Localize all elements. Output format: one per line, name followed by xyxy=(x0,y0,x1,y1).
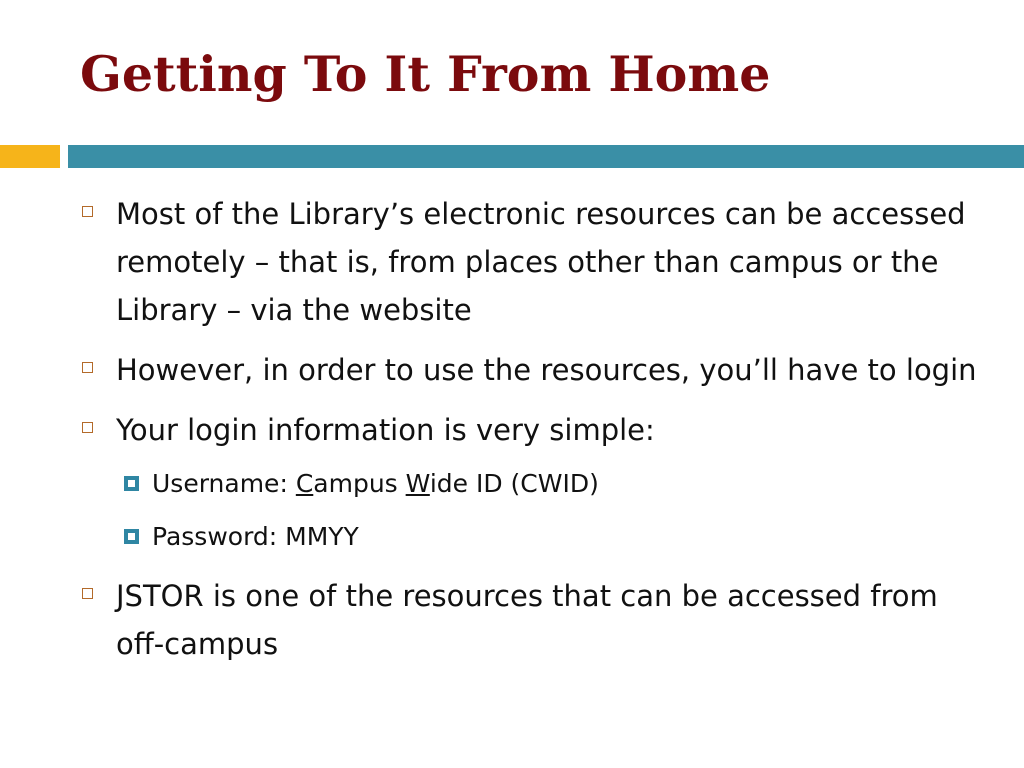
sub-bullet-username xyxy=(80,466,980,502)
accent-bar xyxy=(0,145,60,168)
bullet-text: However, in order to use the resources, you’ll have to login xyxy=(116,353,977,387)
bullet-text: Your login information is very simple: xyxy=(116,413,655,447)
username-w-underlined: W xyxy=(405,469,430,498)
username-ampus: ampus xyxy=(313,469,406,498)
bullet-item-login-info xyxy=(80,406,980,454)
bullet-item-jstor xyxy=(80,572,980,668)
bullet-item-login xyxy=(80,346,980,394)
bullet-item-remote-access xyxy=(80,190,980,334)
bullet-list xyxy=(80,190,980,680)
hollow-square-icon xyxy=(82,362,93,373)
sub-bullet-password xyxy=(80,519,980,555)
filled-square-icon xyxy=(124,476,139,491)
filled-square-icon xyxy=(124,529,139,544)
hollow-square-icon xyxy=(82,422,93,433)
bullet-text: JSTOR is one of the resources that can be accessed from off-campus xyxy=(116,579,938,661)
title-rule-bar xyxy=(68,145,1024,168)
password-text: Password: MMYY xyxy=(152,522,359,551)
slide-title: Getting To It From Home xyxy=(80,45,771,103)
username-c-underlined: C xyxy=(295,469,314,498)
hollow-square-icon xyxy=(82,588,93,599)
username-ide: ide ID (CWID) xyxy=(429,469,599,498)
hollow-square-icon xyxy=(82,206,93,217)
bullet-text: Most of the Library’s electronic resources can be accessed remotely – that is, from places other than campus or the Library – via the website xyxy=(116,197,966,327)
username-label: Username: xyxy=(152,469,296,498)
